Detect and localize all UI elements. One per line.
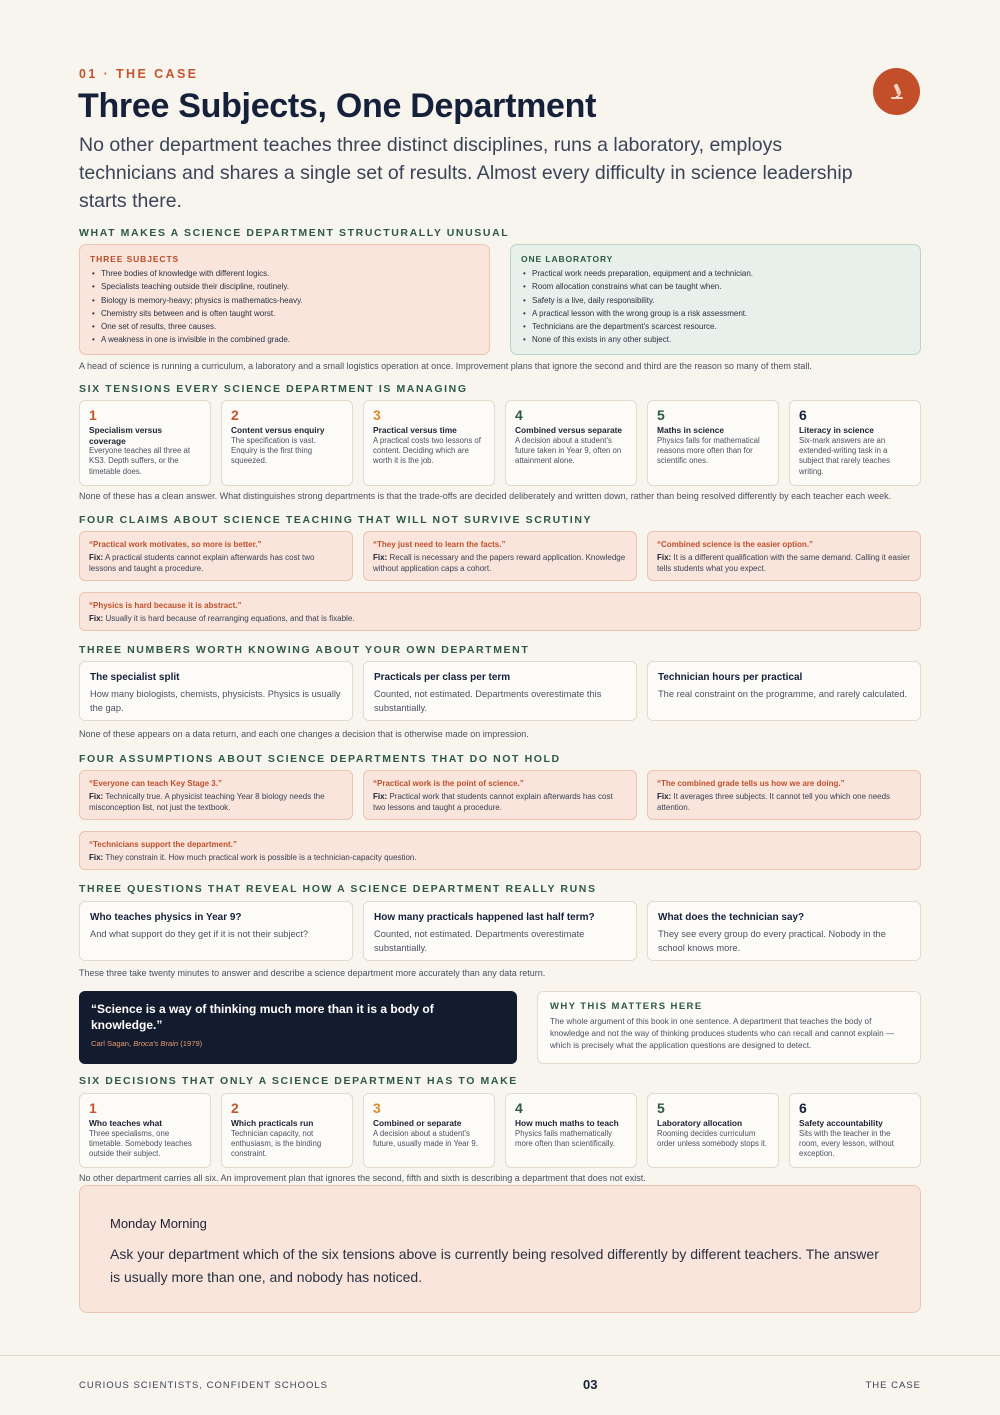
card-number: 1	[89, 1100, 97, 1116]
fix-text: Practical work that students cannot explain afterwards has cost two lessons and taught a procedure.	[373, 792, 613, 812]
tensions-note: None of these has a clean answer. What distinguishes strong departments is that the trade-offs are decided deliberately and written down, rather than being resolved differently by each teacher each week.	[79, 491, 892, 501]
fix-text: Technically true. A physicist teaching Year 8 biology needs the misconception list, not just the textbook.	[89, 792, 325, 812]
claim-fix	[373, 552, 627, 574]
fix-text: A practical students cannot explain afterwards has cost two lessons and taught a procedure.	[89, 553, 315, 573]
quote-attribution	[91, 1039, 505, 1048]
fix-text: It is a different qualification with the same demand. Calling it easier tells students what you expect.	[657, 553, 910, 573]
card-body: The real constraint on the programme, and rarely calculated.	[658, 689, 908, 699]
footer-divider	[0, 1355, 1000, 1356]
why-body: The whole argument of this book in one sentence. A department that teaches the body of knowledge and not the way of thinking produces students who can recall and cannot explain — which is precisely what the application questions are designed to detect.	[550, 1017, 895, 1050]
fix-label: Fix:	[657, 553, 672, 562]
fix-label: Fix:	[657, 792, 672, 801]
one-laboratory-list	[521, 267, 910, 347]
card-title: The specialist split	[90, 672, 180, 683]
decisions-card-6	[789, 1093, 921, 1168]
questions-heading: THREE QUESTIONS THAT REVEAL HOW A SCIENCE DEPARTMENT REALLY RUNS	[79, 883, 597, 895]
bullet-item: • Practical work needs preparation, equipment and a technician.	[521, 267, 910, 280]
bullet-item: • A practical lesson with the wrong group is a risk assessment.	[521, 307, 910, 320]
lede-paragraph: No other department teaches three distinct disciplines, runs a laboratory, employs technicians and shares a single set of results. Almost every difficulty in science leadership starts there.	[79, 134, 853, 212]
claim-quote: “Practical work is the point of science.”	[373, 779, 524, 788]
decisions-card-5	[647, 1093, 779, 1168]
bullet-item: • Biology is memory-heavy; physics is mathematics-heavy.	[90, 294, 479, 307]
fix-text: Usually it is hard because of rearranging equations, and that is fixable.	[105, 614, 355, 623]
card-title: What does the technician say?	[658, 912, 805, 923]
card-body: The specification is vast. Enquiry is the first thing squeezed.	[231, 435, 316, 466]
card-title: Combined or separate	[373, 1118, 462, 1128]
bullet-item: • Three bodies of knowledge with different logics.	[90, 267, 479, 280]
claim-fix	[657, 552, 911, 574]
card-number: 3	[373, 1100, 381, 1116]
monday-body: Ask your department which of the six tensions above is currently being resolved differently by different teachers. The answer is usually more than one, and nobody has noticed.	[110, 1246, 879, 1285]
claim-fix	[89, 852, 911, 863]
card-number: 6	[799, 1100, 807, 1116]
card-body: Counted, not estimated. Departments overestimate substantially.	[374, 929, 585, 953]
quote-author: Carl Sagan,	[91, 1039, 134, 1048]
card-number: 2	[231, 1100, 239, 1116]
claim-fix	[89, 552, 343, 574]
card-title: Who teaches physics in Year 9?	[90, 912, 242, 923]
claims-item-2	[363, 531, 637, 581]
numbers-card-3	[647, 661, 921, 721]
card-number: 3	[373, 407, 381, 423]
structural-heading: WHAT MAKES A SCIENCE DEPARTMENT STRUCTURALLY UNUSUAL	[79, 227, 510, 239]
claim-quote: “Technicians support the department.”	[89, 840, 237, 849]
fix-label: Fix:	[89, 853, 104, 862]
card-body: Rooming decides curriculum order unless somebody stops it.	[657, 1128, 768, 1148]
questions-card-3	[647, 901, 921, 961]
claims-item-1	[79, 531, 353, 581]
card-number: 6	[799, 407, 807, 423]
card-number: 5	[657, 1100, 665, 1116]
card-title: Practical versus time	[373, 425, 457, 435]
card-title: Content versus enquiry	[231, 425, 325, 435]
questions-note: These three take twenty minutes to answer and describe a science department more accurately than any data return.	[79, 968, 546, 978]
card-body: Counted, not estimated. Departments overestimate this substantially.	[374, 689, 602, 713]
one-laboratory-box	[510, 244, 921, 355]
card-number: 4	[515, 407, 523, 423]
assumptions-item-2	[363, 770, 637, 820]
claim-quote: “Everyone can teach Key Stage 3.”	[89, 779, 222, 788]
fix-text: It averages three subjects. It cannot tell you which one needs attention.	[657, 792, 891, 812]
tensions-card-1	[79, 400, 211, 486]
footer-book-title: CURIOUS SCIENTISTS, CONFIDENT SCHOOLS	[79, 1380, 329, 1391]
three-subjects-title: THREE SUBJECTS	[90, 254, 180, 264]
card-body: Physics fails mathematically more often than scientifically.	[515, 1128, 615, 1148]
card-body: Sits with the teacher in the room, every lesson, without exception.	[799, 1128, 894, 1159]
card-title: Safety accountability	[799, 1118, 883, 1128]
claim-fix	[373, 791, 627, 813]
claim-quote: “Practical work motivates, so more is better.”	[89, 540, 262, 549]
structural-note: A head of science is running a curriculum, a laboratory and a small logistics operation at once. Improvement plans that ignore the second and third are the reason so many of them stall.	[79, 361, 812, 371]
card-number: 1	[89, 407, 97, 423]
card-title: Specialism versus coverage	[89, 425, 163, 446]
numbers-card-1	[79, 661, 353, 721]
fix-text: They constrain it. How much practical work is possible is a technician-capacity question.	[105, 853, 417, 862]
card-number: 2	[231, 407, 239, 423]
microscope-icon	[887, 82, 907, 102]
monday-title: Monday Morning	[110, 1216, 207, 1231]
section-kicker: 01 · THE CASE	[79, 67, 199, 81]
card-title: Literacy in science	[799, 425, 874, 435]
card-body: A decision about a student's future, usually made in Year 9.	[373, 1128, 478, 1148]
decisions-card-2	[221, 1093, 353, 1168]
assumptions-item-1	[79, 770, 353, 820]
card-title: Combined versus separate	[515, 425, 623, 435]
claim-fix	[657, 791, 911, 813]
claims-heading: FOUR CLAIMS ABOUT SCIENCE TEACHING THAT WILL NOT SURVIVE SCRUTINY	[79, 514, 593, 526]
three-subjects-list	[90, 267, 479, 347]
questions-card-1	[79, 901, 353, 961]
card-title: How many practicals happened last half term?	[374, 912, 595, 923]
card-body: A practical costs two lessons of content. Deciding which are worth it is the job.	[373, 435, 481, 466]
decisions-note: No other department carries all six. An improvement plan that ignores the second, fifth and sixth is describing a department that does not exist.	[79, 1173, 646, 1183]
bullet-item: • Chemistry sits between and is often taught worst.	[90, 307, 479, 320]
fix-label: Fix:	[373, 792, 388, 801]
card-body: How many biologists, chemists, physicists. Physics is usually the gap.	[90, 689, 341, 713]
tensions-card-5	[647, 400, 779, 486]
monday-morning-box	[79, 1185, 921, 1313]
claims-item-3	[647, 531, 921, 581]
numbers-card-2	[363, 661, 637, 721]
footer-section: THE CASE	[865, 1380, 921, 1391]
three-subjects-box	[79, 244, 490, 355]
decisions-heading: SIX DECISIONS THAT ONLY A SCIENCE DEPARTMENT HAS TO MAKE	[79, 1075, 518, 1087]
quote-text: “Science is a way of thinking much more than it is a body of knowledge.”	[91, 1002, 434, 1032]
claim-fix	[89, 791, 343, 813]
card-title: Who teaches what	[89, 1118, 163, 1128]
page-title: Three Subjects, One Department	[78, 87, 597, 125]
bullet-item: • Technicians are the department's scarcest resource.	[521, 320, 910, 333]
tensions-card-6	[789, 400, 921, 486]
tensions-card-2	[221, 400, 353, 486]
card-title: Maths in science	[657, 425, 725, 435]
card-body: Everyone teaches all three at KS3. Depth suffers, or the timetable does.	[89, 446, 190, 476]
decisions-card-3	[363, 1093, 495, 1168]
claim-fix	[89, 613, 911, 624]
numbers-note: None of these appears on a data return, and each one changes a decision that is otherwise made on impression.	[79, 729, 529, 739]
fix-text: Recall is necessary and the papers reward application. Knowledge without application caps a cohort.	[373, 553, 626, 573]
tensions-card-3	[363, 400, 495, 486]
page-number: 03	[583, 1377, 598, 1392]
card-title: Practicals per class per term	[374, 672, 511, 683]
claim-quote: “They just need to learn the facts.”	[373, 540, 506, 549]
card-title: Which practicals run	[231, 1118, 314, 1128]
fix-label: Fix:	[89, 614, 104, 623]
card-body: Six-mark answers are an extended-writing task in a subject that rarely teaches writing.	[799, 435, 891, 476]
assumptions-item-4	[79, 831, 921, 870]
claim-quote: “Combined science is the easier option.”	[657, 540, 814, 549]
bullet-item: • A weakness in one is invisible in the combined grade.	[90, 333, 479, 346]
decisions-card-1	[79, 1093, 211, 1168]
quote-source: Broca's Brain	[133, 1039, 179, 1048]
claim-quote: “Physics is hard because it is abstract.”	[89, 601, 242, 610]
microscope-badge	[873, 68, 920, 115]
bullet-item: • Room allocation constrains what can be taught when.	[521, 280, 910, 293]
tensions-card-4	[505, 400, 637, 486]
card-title: Laboratory allocation	[657, 1118, 743, 1128]
card-number: 5	[657, 407, 665, 423]
tensions-heading: SIX TENSIONS EVERY SCIENCE DEPARTMENT IS MANAGING	[79, 383, 468, 395]
assumptions-heading: FOUR ASSUMPTIONS ABOUT SCIENCE DEPARTMENTS THAT DO NOT HOLD	[79, 753, 561, 765]
numbers-heading: THREE NUMBERS WORTH KNOWING ABOUT YOUR OWN DEPARTMENT	[79, 644, 530, 656]
card-number: 4	[515, 1100, 523, 1116]
fix-label: Fix:	[373, 553, 388, 562]
bullet-item: • Safety is a live, daily responsibility.	[521, 294, 910, 307]
card-body: And what support do they get if it is not their subject?	[90, 929, 309, 939]
card-body: A decision about a student's future taken in Year 9, often on attainment alone.	[515, 435, 622, 466]
claim-quote: “The combined grade tells us how we are doing.”	[657, 779, 845, 788]
questions-card-2	[363, 901, 637, 961]
assumptions-item-3	[647, 770, 921, 820]
card-body: They see every group do every practical. Nobody in the school knows more.	[658, 929, 886, 953]
why-heading: WHY THIS MATTERS HERE	[550, 1001, 703, 1012]
card-body: Physics fails for mathematical reasons more often than for scientific ones.	[657, 435, 760, 466]
bullet-item: • One set of results, three causes.	[90, 320, 479, 333]
card-title: How much maths to teach	[515, 1118, 619, 1128]
card-body: Technician capacity, not enthusiasm, is the binding constraint.	[231, 1128, 322, 1159]
quote-year: (1979)	[178, 1039, 203, 1048]
one-laboratory-title: ONE LABORATORY	[521, 254, 614, 264]
sagan-quote-box	[79, 991, 517, 1064]
card-title: Technician hours per practical	[658, 672, 803, 683]
fix-label: Fix:	[89, 792, 104, 801]
why-this-matters-box	[537, 991, 921, 1064]
claims-item-4	[79, 592, 921, 631]
bullet-item: • Specialists teaching outside their discipline, routinely.	[90, 280, 479, 293]
fix-label: Fix:	[89, 553, 104, 562]
decisions-card-4	[505, 1093, 637, 1168]
bullet-item: • None of this exists in any other subject.	[521, 333, 910, 346]
card-body: Three specialisms, one timetable. Somebody teaches outside their subject.	[89, 1128, 192, 1159]
